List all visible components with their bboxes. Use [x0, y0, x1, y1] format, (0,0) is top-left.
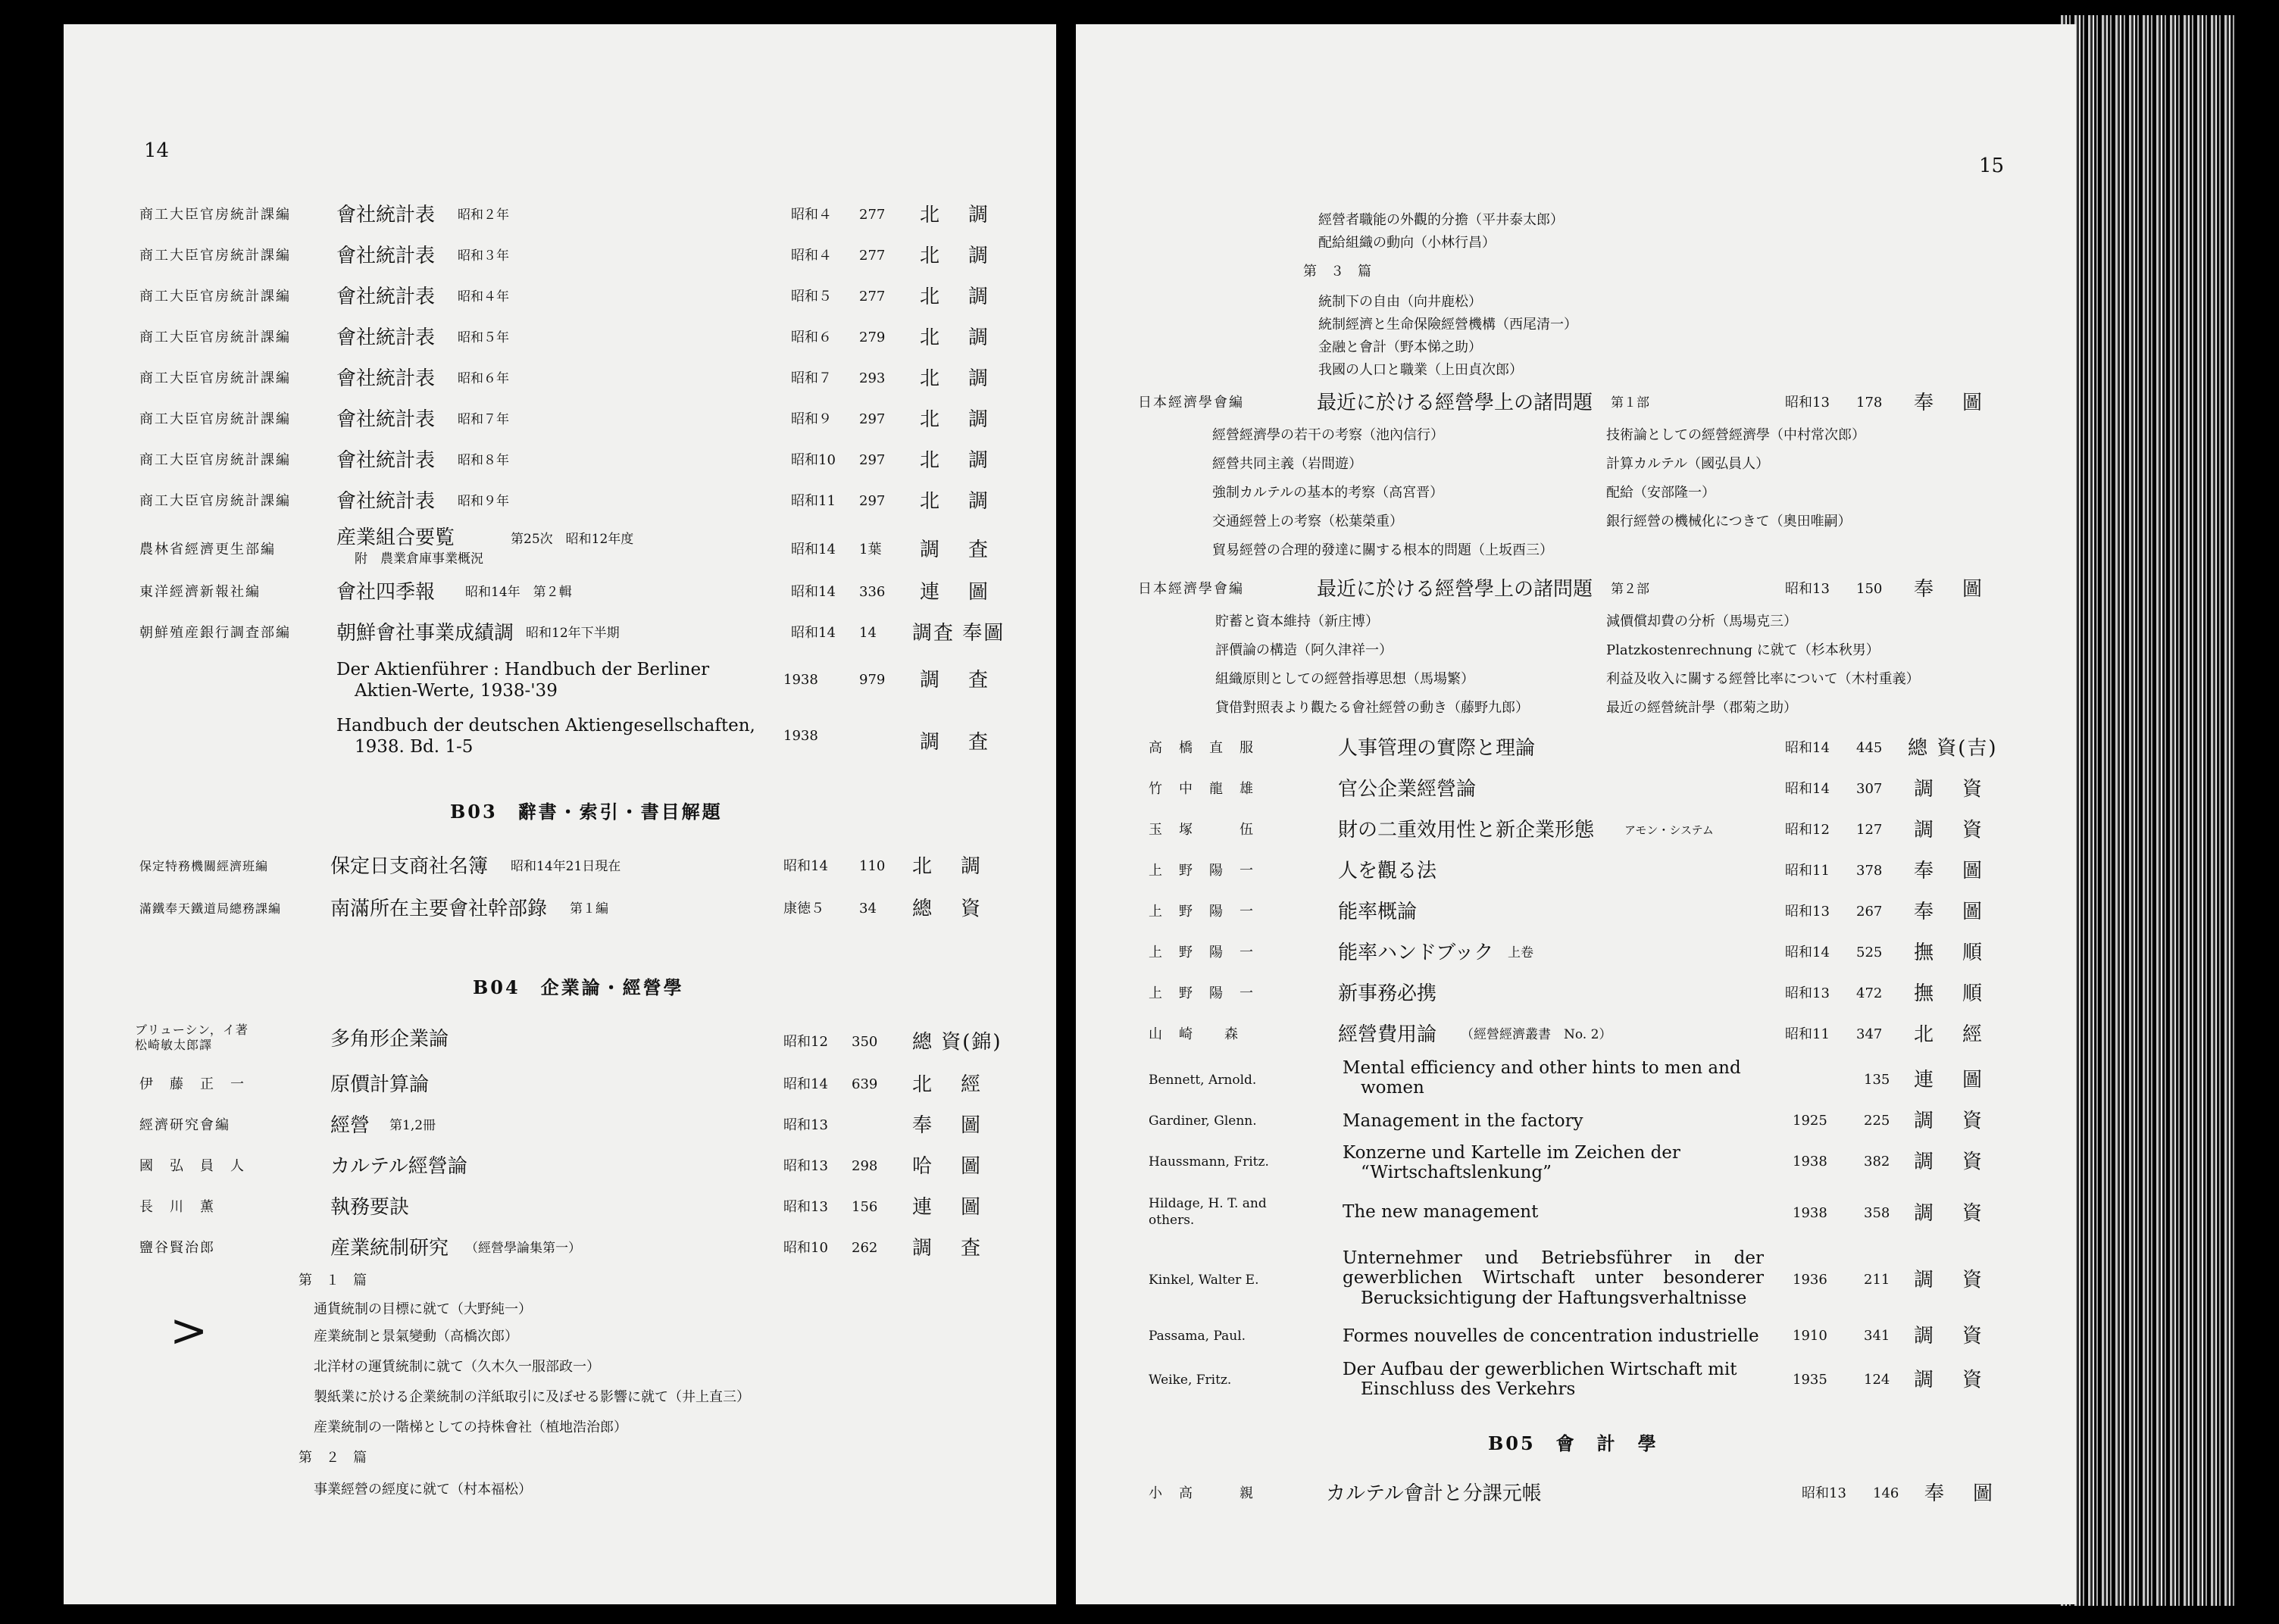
author: 國 弘 員 人 — [139, 1158, 245, 1174]
subtitle: 第1,2冊 — [389, 1118, 436, 1133]
title: 會社統計表 — [336, 490, 436, 513]
title-line-1: Unternehmer und Betriebsführer in der gewerblichen Wirtschaft unter besonderer — [1343, 1248, 1764, 1288]
author: 商工大臣官房統計課編 — [139, 493, 291, 509]
contents-line: 統制經濟と生命保險經營機構（西尾清一） — [1318, 317, 1577, 333]
subtitle: 昭和９年 — [458, 494, 509, 509]
contents-line: 我國の人口と職業（上田貞次郎） — [1318, 362, 1523, 378]
section-heading-b03: B03 辭書・索引・書目解題 — [450, 801, 723, 823]
contents-line: 第 １ 篇 — [299, 1273, 367, 1288]
pages: 639 — [852, 1076, 878, 1092]
title: 産業統制研究 — [330, 1237, 449, 1260]
contents-line: 強制カルテルの基本的考察（高宮晋） — [1212, 485, 1444, 501]
subtitle: 昭和２年 — [458, 208, 509, 223]
title: 南滿所在主要會社幹部錄 — [330, 898, 548, 920]
author: Gardiner, Glenn. — [1149, 1113, 1257, 1129]
subtitle: 昭和14年 第２輯 — [465, 585, 572, 600]
contents-line: 貸借對照表より觀たる會社經營の動き（藤野九郎） — [1215, 700, 1529, 716]
pages: 297 — [859, 493, 886, 509]
location: 北 調 — [920, 245, 993, 267]
pages: 350 — [852, 1034, 878, 1050]
title: 會社四季報 — [336, 581, 436, 604]
contents-line: 産業統制の一階梯としての持株會社（植地浩治郎） — [314, 1419, 627, 1435]
author: 保定特務機關經濟班編 — [139, 859, 269, 873]
year: 昭和４ — [791, 207, 832, 223]
year: 昭和14 — [791, 625, 836, 641]
table-row — [1076, 901, 2076, 924]
subtitle: 昭和３年 — [458, 248, 509, 264]
year: 昭和５ — [791, 289, 832, 304]
contents-line: 減價償却費の分析（馬場克三） — [1606, 614, 1797, 629]
contents-line: 最近の經營統計學（郡菊之助） — [1606, 700, 1797, 716]
author: 滿鐵奉天鐵道局總務課編 — [139, 901, 282, 916]
subtitle: 第１編 — [570, 901, 608, 917]
title: 人を觀る法 — [1338, 860, 1437, 882]
year: 昭和12 — [1785, 822, 1830, 838]
year: 昭和13 — [1785, 581, 1830, 597]
pages: 262 — [852, 1240, 878, 1256]
contents-line: 經營者職能の外觀的分擔（平井泰太郎） — [1318, 212, 1564, 228]
pages: 135 — [1864, 1072, 1890, 1088]
table-row — [64, 1156, 1056, 1179]
location: 北 經 — [1914, 1023, 1987, 1046]
location: 撫 順 — [1914, 982, 1987, 1005]
table-row — [64, 1074, 1056, 1097]
location: 奉 圖 — [912, 1114, 986, 1137]
title: 最近に於ける經營學上の諸問題 — [1317, 392, 1593, 414]
author: Haussmann, Fritz. — [1149, 1154, 1269, 1170]
year: 昭和14 — [791, 542, 836, 557]
table-row — [1076, 983, 2076, 1006]
author: 長 川 薫 — [139, 1199, 215, 1215]
table-row — [1076, 1248, 2076, 1316]
subtitle: 第２部 — [1611, 582, 1649, 597]
year: 康徳５ — [783, 901, 824, 917]
author: 商工大臣官房統計課編 — [139, 248, 291, 264]
location: 連 圖 — [920, 581, 993, 604]
pages: 347 — [1856, 1026, 1883, 1042]
year: 昭和11 — [1785, 863, 1830, 879]
pages: 472 — [1856, 985, 1883, 1001]
title: 會社統計表 — [336, 326, 436, 349]
title: 官公企業經營論 — [1338, 778, 1477, 801]
year: 昭和13 — [1785, 395, 1830, 411]
author: Weike, Fritz. — [1149, 1373, 1232, 1388]
year: 1925 — [1793, 1113, 1827, 1129]
location: 奉 圖 — [1914, 392, 1987, 414]
table-row — [1076, 1142, 2076, 1188]
table-row — [1076, 1195, 2076, 1241]
location: 北 調 — [912, 855, 986, 878]
title: 會社統計表 — [336, 204, 436, 226]
title: 經營費用論 — [1338, 1023, 1437, 1046]
author: 日本經濟學會編 — [1138, 581, 1244, 597]
location: 北 調 — [920, 367, 993, 390]
title: 保定日支商社名簿 — [330, 855, 489, 878]
section-heading-b05: B05 會 計 學 — [1488, 1432, 1658, 1454]
table-row — [64, 715, 1056, 760]
year: 1938 — [1793, 1154, 1827, 1170]
title: 能率ハンドブック — [1338, 942, 1494, 964]
location: 調査 奉圖 — [912, 622, 1005, 645]
page-number: 14 — [144, 139, 170, 162]
location: 調 資 — [1914, 1325, 1987, 1348]
year: 1938 — [1793, 1205, 1827, 1221]
pages: 127 — [1856, 822, 1883, 838]
title: 會社統計表 — [336, 286, 436, 308]
pages: 297 — [859, 452, 886, 468]
year: 昭和４ — [791, 248, 832, 264]
subtitle: 第１部 — [1611, 395, 1649, 411]
contents-line: 技術論としての經營經濟學（中村常次郎） — [1606, 427, 1865, 443]
year: 昭和12 — [783, 1034, 828, 1050]
table-row — [1076, 942, 2076, 965]
pages: 267 — [1856, 904, 1883, 920]
pages: 378 — [1856, 863, 1883, 879]
contents-line: 金融と會計（野本悌之助） — [1318, 339, 1482, 355]
location: 調 査 — [912, 1237, 986, 1260]
table-row — [64, 245, 1056, 268]
contents-line: Platzkostenrechnung に就て（杉本秋男） — [1606, 642, 1880, 658]
pages: 211 — [1864, 1272, 1890, 1288]
title-line-2: “Wirtschaftslenkung” — [1361, 1163, 1552, 1182]
table-row — [64, 327, 1056, 350]
location: 調 資 — [1914, 1151, 1987, 1173]
author: 農林省經濟更生部編 — [139, 542, 276, 557]
location: 調 査 — [920, 731, 993, 754]
location: 北 調 — [920, 449, 993, 472]
contents-line: 組織原則としての經營指導思想（馬場繁） — [1215, 671, 1474, 687]
year: 昭和14 — [1785, 740, 1830, 756]
year: 昭和13 — [783, 1199, 828, 1215]
author: 東洋經濟新報社編 — [139, 584, 261, 600]
table-row — [64, 527, 1056, 573]
pages: 225 — [1864, 1113, 1890, 1129]
location: 總 資(吉) — [1908, 737, 1998, 760]
title: 執務要訣 — [330, 1196, 410, 1219]
table-row — [64, 1238, 1056, 1260]
author: 商工大臣官房統計課編 — [139, 289, 291, 304]
contents-line: 製紙業に於ける企業統制の洋紙取引に及ぼせる影響に就て（井上直三） — [314, 1389, 750, 1405]
author: 朝鮮殖産銀行調査部編 — [139, 625, 291, 641]
year: 昭和14 — [783, 858, 828, 874]
author: Bennett, Arnold. — [1149, 1073, 1257, 1088]
author: 經濟研究會編 — [139, 1117, 230, 1133]
year: 昭和６ — [791, 329, 832, 345]
location: 連 圖 — [912, 1196, 986, 1219]
title: 朝鮮會社事業成績調 — [336, 622, 514, 645]
title: カルテル會計と分課元帳 — [1326, 1482, 1542, 1505]
table-row — [64, 1197, 1056, 1220]
subtitle: 昭和６年 — [458, 371, 509, 386]
title: カルテル經營論 — [330, 1155, 467, 1178]
title: 財の二重效用性と新企業形態 — [1338, 819, 1595, 842]
pages: 146 — [1873, 1485, 1899, 1501]
author: 鹽谷賢治郎 — [139, 1240, 215, 1256]
subtitle: （經營經濟叢書 No. 2） — [1461, 1027, 1612, 1042]
year: 昭和10 — [783, 1240, 828, 1256]
year: 1910 — [1793, 1328, 1827, 1344]
table-row — [64, 450, 1056, 473]
author: 竹 中 龍 雄 — [1149, 781, 1255, 797]
pages: 34 — [859, 901, 877, 917]
year: 昭和11 — [1785, 1026, 1830, 1042]
location: 調 査 — [920, 539, 993, 561]
contents-line: 第 ３ 篇 — [1303, 264, 1371, 280]
location: 調 資 — [1914, 1269, 1987, 1291]
table-row — [64, 1115, 1056, 1138]
pages: 293 — [859, 370, 886, 386]
location: 北 經 — [912, 1073, 986, 1096]
title: 産業組合要覧 — [336, 526, 455, 549]
table-row — [1076, 1024, 2076, 1047]
contents-line: 經營經濟學の若干の考察（池內信行） — [1212, 427, 1444, 443]
table-row — [1076, 779, 2076, 801]
title: 人事管理の實際と理論 — [1338, 737, 1536, 760]
pages: 358 — [1864, 1205, 1890, 1221]
year: 昭和14 — [1785, 945, 1830, 960]
author: 小 高 親 — [1149, 1485, 1255, 1501]
pages: 156 — [852, 1199, 878, 1215]
title-line-1: Konzerne und Kartelle im Zeichen der — [1343, 1143, 1680, 1163]
year: 昭和13 — [1785, 904, 1830, 920]
left-page — [64, 24, 1056, 1604]
pages: 150 — [1856, 581, 1883, 597]
year: 昭和10 — [791, 452, 836, 468]
author: Kinkel, Walter E. — [1149, 1273, 1259, 1288]
pages: 279 — [859, 329, 886, 345]
author: ブリューシン，イ著 松崎敏太郎譯 — [135, 1023, 249, 1052]
subtitle: （經營學論集第一） — [465, 1241, 581, 1256]
title: 原價計算論 — [330, 1073, 430, 1096]
location: 調 査 — [920, 669, 993, 692]
author: 日本經濟學會編 — [1138, 395, 1244, 411]
contents-line: 第 ２ 篇 — [299, 1450, 367, 1466]
subtitle: 上卷 — [1508, 945, 1533, 960]
author: 玉 塚 伍 — [1149, 822, 1255, 838]
contents-line: 配給組織の動向（小林行昌） — [1318, 235, 1496, 251]
contents-line: 通貨統制の目標に就て（大野純一） — [314, 1301, 532, 1317]
subtitle: アモン・システム — [1624, 823, 1714, 837]
table-row — [1076, 1483, 2076, 1506]
author: 商工大臣官房統計課編 — [139, 329, 291, 345]
title-line-1: The new management — [1343, 1202, 1539, 1222]
contents-line: 北洋材の運賃統制に就て（久木久一服部政一） — [314, 1359, 600, 1375]
table-row — [1076, 1326, 2076, 1348]
pages: 445 — [1856, 740, 1883, 756]
location: 北 調 — [920, 326, 993, 349]
location: 北 調 — [920, 204, 993, 226]
pages: 277 — [859, 207, 886, 223]
subtitle: 第25次 昭和12年度 — [511, 532, 634, 547]
pages: 110 — [859, 858, 886, 874]
title: 會社統計表 — [336, 408, 436, 431]
table-row — [1076, 738, 2076, 760]
title-line-1: Der Aufbau der gewerblichen Wirtschaft mit — [1343, 1360, 1737, 1379]
page-number: 15 — [1979, 155, 2005, 177]
table-row — [64, 1023, 1056, 1060]
title-line-2: 1938. Bd. 1-5 — [355, 737, 474, 757]
section-heading-b04: B04 企業論・經營學 — [473, 976, 684, 998]
author: Passama, Paul. — [1149, 1329, 1246, 1344]
location: 調 資 — [1914, 1369, 1987, 1391]
subtitle: 昭和７年 — [458, 412, 509, 427]
contents-line: 利益及收入に關する經營比率について（木村重義） — [1606, 671, 1920, 687]
table-row — [64, 286, 1056, 309]
author: 高 橋 直 服 — [1149, 740, 1255, 756]
subtitle-2: 附 農業倉庫事業概況 — [355, 551, 483, 567]
table-row — [1076, 1110, 2076, 1133]
pages: 298 — [852, 1158, 878, 1174]
author: 山 崎 森 — [1149, 1026, 1240, 1042]
table-row — [64, 623, 1056, 645]
author: 上 野 陽 一 — [1149, 904, 1255, 920]
location: 調 資 — [1914, 1202, 1987, 1225]
title-line-1: Mental efficiency and other hints to men and — [1343, 1058, 1741, 1078]
contents-line: 經營共同主義（岩間遊） — [1212, 456, 1362, 472]
contents-line: 統制下の自由（向井鹿松） — [1318, 294, 1482, 310]
table-row — [1076, 820, 2076, 842]
year: 昭和７ — [791, 370, 832, 386]
author: 商工大臣官房統計課編 — [139, 207, 291, 223]
pages: 382 — [1864, 1154, 1890, 1170]
author: 伊 藤 正 一 — [139, 1076, 245, 1092]
location: 北 調 — [920, 408, 993, 431]
contents-line: 産業統制と景氣變動（高橋次郎） — [314, 1329, 518, 1344]
subtitle: 昭和８年 — [458, 453, 509, 468]
table-row — [1076, 1359, 2076, 1404]
location: 撫 順 — [1914, 942, 1987, 964]
year: 昭和14 — [1785, 781, 1830, 797]
year: 1936 — [1793, 1272, 1827, 1288]
title-line-1: Handbuch der deutschen Aktiengesellschaften, — [336, 716, 755, 735]
subtitle: 昭和14年21日現在 — [511, 859, 621, 874]
table-row — [64, 659, 1056, 704]
location: 奉 圖 — [1914, 901, 1987, 923]
title-line-2: Berucksichtigung der Haftungsverhaltnisse — [1361, 1288, 1747, 1308]
contents-line: 貯蓄と資本維持（新庄博） — [1215, 614, 1379, 629]
year: 昭和13 — [1785, 985, 1830, 1001]
title-line-1: Formes nouvelles de concentration industrielle — [1343, 1326, 1759, 1346]
author: 商工大臣官房統計課編 — [139, 452, 291, 468]
author: 商工大臣官房統計課編 — [139, 411, 291, 427]
title: 會社統計表 — [336, 245, 436, 267]
location: 調 資 — [1914, 1110, 1987, 1132]
subtitle: 昭和４年 — [458, 289, 509, 304]
title-line-1: Management in the factory — [1343, 1111, 1583, 1131]
location: 調 資 — [1914, 778, 1987, 801]
pages: 1葉 — [859, 542, 882, 557]
title: 最近に於ける經營學上の諸問題 — [1317, 578, 1593, 601]
table-row — [64, 898, 1056, 921]
pages: 979 — [859, 672, 886, 688]
year: 昭和13 — [1802, 1485, 1846, 1501]
title: 經營 — [330, 1114, 370, 1137]
title-line-2: women — [1361, 1078, 1424, 1098]
year: 昭和13 — [783, 1158, 828, 1174]
table-row — [64, 491, 1056, 514]
table-row — [1076, 860, 2076, 883]
year: 1938 — [783, 672, 818, 688]
contents-line: 貿易經營の合理的發達に關する根本的問題（上坂酉三） — [1212, 542, 1553, 558]
book-page-edge — [2061, 15, 2235, 1606]
contents-line: 計算カルテル（國弘員人） — [1606, 456, 1770, 472]
title: 能率概論 — [1338, 901, 1418, 923]
title-line-1: Der Aktienführer : Handbuch der Berliner — [336, 660, 710, 679]
pages: 307 — [1856, 781, 1883, 797]
title: 新事務必携 — [1338, 982, 1437, 1005]
location: 連 圖 — [1914, 1069, 1987, 1092]
table-row — [1076, 579, 2076, 601]
subtitle: 昭和12年下半期 — [526, 626, 620, 641]
pages: 178 — [1856, 395, 1883, 411]
location: 哈 圖 — [912, 1155, 986, 1178]
author: Hildage, H. T. and others. — [1149, 1196, 1267, 1228]
year: 昭和14 — [783, 1076, 828, 1092]
contents-line: 配給（安部隆一） — [1606, 485, 1715, 501]
author: 上 野 陽 一 — [1149, 863, 1255, 879]
pages: 277 — [859, 248, 886, 264]
pages: 341 — [1864, 1328, 1890, 1344]
year: 昭和９ — [791, 411, 832, 427]
year: 昭和11 — [791, 493, 836, 509]
table-row — [64, 856, 1056, 879]
author: 上 野 陽 一 — [1149, 985, 1255, 1001]
table-row — [1076, 392, 2076, 415]
year: 1935 — [1793, 1372, 1827, 1388]
location: 奉 圖 — [1924, 1482, 1998, 1505]
title-line-2: Aktien-Werte, 1938-'39 — [355, 681, 558, 701]
table-row — [64, 205, 1056, 227]
table-row — [1076, 1057, 2076, 1103]
pages: 336 — [859, 584, 886, 600]
pages: 277 — [859, 289, 886, 304]
title: 會社統計表 — [336, 367, 436, 390]
pages: 14 — [859, 625, 877, 641]
location: 奉 圖 — [1914, 578, 1987, 601]
location: 奉 圖 — [1914, 860, 1987, 882]
location: 北 調 — [920, 286, 993, 308]
location: 總 資 — [912, 898, 986, 920]
title: 多角形企業論 — [330, 1028, 449, 1051]
year: 1938 — [783, 728, 818, 744]
contents-line: 評價論の構造（阿久津祥一） — [1215, 642, 1393, 658]
table-row — [64, 368, 1056, 391]
margin-mark: > — [170, 1304, 208, 1357]
pages: 525 — [1856, 945, 1883, 960]
location: 總 資(錦) — [912, 1031, 1002, 1054]
table-row — [64, 409, 1056, 432]
author: 上 野 陽 一 — [1149, 945, 1255, 960]
contents-line: 交通經營上の考察（松葉榮重） — [1212, 514, 1403, 529]
pages: 124 — [1864, 1372, 1890, 1388]
table-row — [64, 582, 1056, 604]
pages: 297 — [859, 411, 886, 427]
right-page — [1076, 24, 2076, 1604]
year: 昭和13 — [783, 1117, 828, 1133]
year: 昭和14 — [791, 584, 836, 600]
subtitle: 昭和５年 — [458, 330, 509, 345]
location: 調 資 — [1914, 819, 1987, 842]
title: 會社統計表 — [336, 449, 436, 472]
author: 商工大臣官房統計課編 — [139, 370, 291, 386]
title-line-2: Einschluss des Verkehrs — [1361, 1379, 1576, 1399]
location: 北 調 — [920, 490, 993, 513]
contents-line: 事業經營の經度に就て（村本福松） — [314, 1482, 532, 1498]
contents-line: 銀行經營の機械化につきて（奧田唯嗣） — [1606, 514, 1852, 529]
